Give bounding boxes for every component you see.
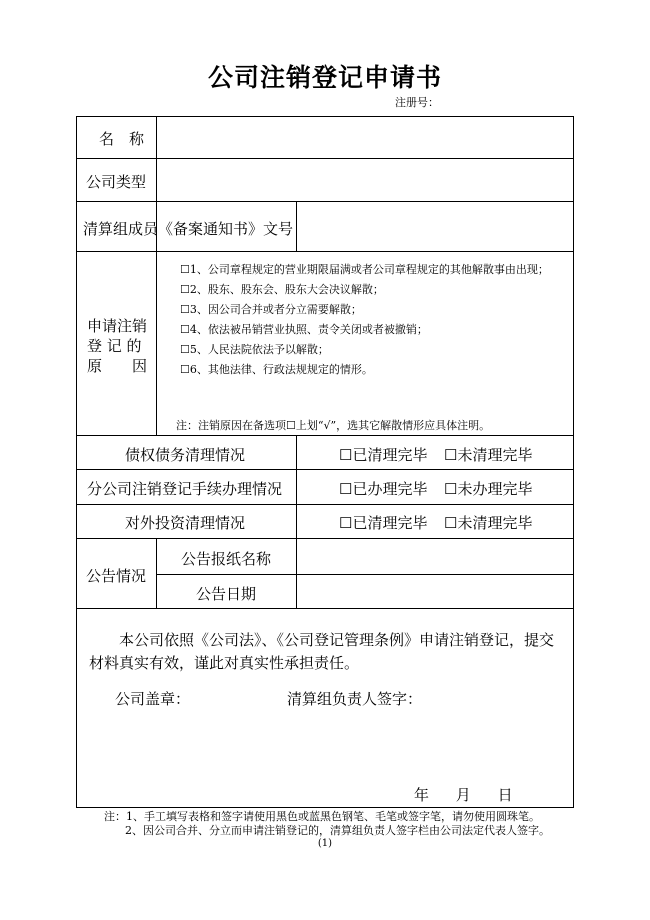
reason-note: 注：注销原因在备选项☐上划“√”，选其它解散情形应具体注明。	[176, 419, 491, 432]
row-divider	[156, 574, 573, 575]
column-divider	[296, 201, 297, 251]
reason-option-2[interactable]: ☐2、股东、股东会、股东大会决议解散；	[180, 283, 384, 296]
reason-label-line1: 申请注销	[87, 317, 148, 335]
row-divider	[77, 538, 573, 539]
reason-option-1[interactable]: ☐1、公司章程规定的营业期限届满或者公司章程规定的其他解散事由出现；	[180, 263, 549, 276]
page-number: (1)	[317, 838, 333, 849]
date-year-label: 年	[414, 786, 430, 804]
company-seal-label: 公司盖章：	[115, 690, 191, 708]
reason-label-line3: 原 因	[87, 357, 148, 375]
liquidation-notice-label: 清算组成员《备案通知书》文号	[83, 220, 294, 238]
branch-done-checkbox[interactable]: ☐已办理完毕	[339, 480, 428, 498]
reason-option-6[interactable]: ☐6、其他法律、行政法规规定的情形。	[180, 363, 373, 376]
application-form-table	[76, 116, 574, 808]
declaration-statement: 本公司依照《公司法》、《公司登记管理条例》申请注销登记，提交材料真实有效，谨此对真实性承担责任。	[89, 631, 555, 672]
reason-label-line2: 登 记 的	[87, 337, 142, 355]
column-divider	[156, 538, 157, 608]
debt-clearance-label: 债权债务清理情况	[125, 446, 246, 464]
company-type-label: 公司类型	[86, 173, 147, 191]
investment-not-cleared-checkbox[interactable]: ☐未清理完毕	[444, 514, 533, 532]
investment-clearance-label: 对外投资清理情况	[125, 514, 246, 532]
column-divider	[156, 251, 157, 435]
announcement-label: 公告情况	[86, 567, 147, 585]
page-title: 公司注销登记申请书	[207, 63, 442, 92]
row-divider	[77, 201, 573, 202]
footnote-1: 注：1、手工填写表格和签字请使用黑色或蓝黑色钢笔、毛笔或签字笔，请勿使用圆珠笔。	[104, 810, 540, 823]
reason-option-5[interactable]: ☐5、人民法院依法予以解散；	[180, 343, 329, 356]
reason-option-3[interactable]: ☐3、因公司合并或者分立需要解散；	[180, 303, 362, 316]
branch-deregistration-label: 分公司注销登记手续办理情况	[87, 480, 283, 498]
debt-cleared-checkbox[interactable]: ☐已清理完毕	[339, 446, 428, 464]
row-divider	[77, 158, 573, 159]
date-month-label: 月	[455, 786, 471, 804]
column-divider	[296, 538, 297, 608]
column-divider	[296, 435, 297, 538]
announcement-date-label: 公告日期	[196, 585, 257, 603]
signature-date	[414, 784, 513, 805]
date-day-label: 日	[497, 786, 513, 804]
registration-number-label: 注册号：	[395, 96, 439, 109]
company-name-label: 名 称	[99, 130, 145, 148]
footnote-2: 2、因公司合并、分立而申请注销登记的，清算组负责人签字栏由公司法定代表人签字。	[125, 824, 550, 837]
investment-cleared-checkbox[interactable]: ☐已清理完毕	[339, 514, 428, 532]
row-divider	[77, 608, 573, 609]
row-divider	[77, 469, 573, 470]
row-divider	[77, 435, 573, 436]
reason-option-4[interactable]: ☐4、依法被吊销营业执照、责令关闭或者被撤销；	[180, 323, 428, 336]
liquidator-signature-label: 清算组负责人签字：	[287, 690, 423, 708]
row-divider	[77, 504, 573, 505]
branch-not-done-checkbox[interactable]: ☐未办理完毕	[444, 480, 533, 498]
row-divider	[77, 251, 573, 252]
newspaper-name-label: 公告报纸名称	[181, 550, 272, 568]
debt-not-cleared-checkbox[interactable]: ☐未清理完毕	[444, 446, 533, 464]
